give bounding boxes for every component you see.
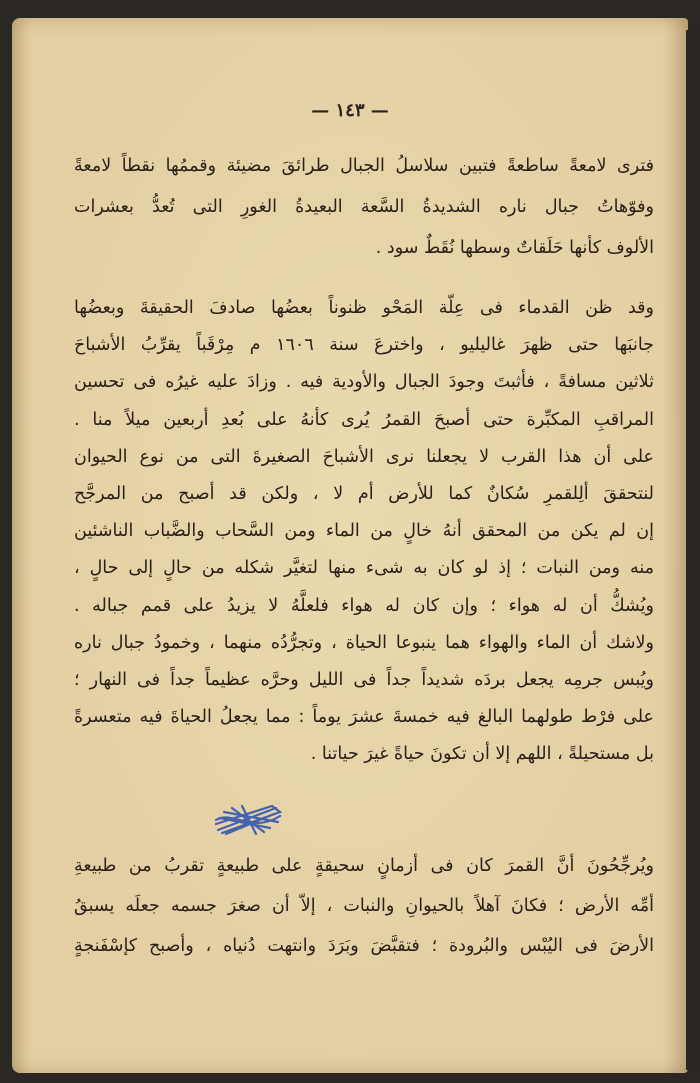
- text-line: ويُبس جرمِه يجعل بردَه شديداً جداً فى الليل وحرَّه عظيماً جداً فى النهار ؛: [74, 670, 654, 691]
- text-line: أمِّه الأرض ؛ فكانَ آهلاً بالحيوانِ والنبات ، إلاّ أن صغرَ جسمه جعلَه يسبقُ: [74, 896, 654, 916]
- text-line: فترى لامعةً ساطعةً فتبين سلاسلُ الجبال طرائقَ مضيئة وقممُها نقطاً لامعةً: [74, 156, 654, 176]
- text-line: جانبَها حتى ظهرَ غاليليو ، واخترعَ سنة ١٦٠٦ م مِرْقَباً يقرِّبُ الأشباحَ: [74, 335, 654, 356]
- text-line: لنتحققَ ألِلقمرِ سُكانٌ كما للأرض أم لا ، ولكن قد أصبح من المرجَّح: [74, 484, 654, 505]
- paragraph-3: [74, 846, 654, 966]
- text-line: الألوف كأنها حَلَقاتٌ وسطها نُقَطٌ سود .: [375, 238, 654, 258]
- text-line: ثلاثين مسافةً ، فأثبتَ وجودَ الجبال والأودية فيه . وزادَ عليه غيرُه فى تحسين: [74, 372, 654, 393]
- text-line: وفوّهاتُ جبال ناره الشديدةُ السَّعة البعيدةُ الغورِ التى تُعدُّ بعشرات: [74, 197, 654, 217]
- book-gutter-edge: [686, 30, 700, 1070]
- paragraph-2: [74, 290, 654, 774]
- text-line: ولاشك أن الماء والهواء هما ينبوعا الحياة ، وتجرُّدُه منهما ، وخمودُ جبال ناره: [74, 632, 654, 653]
- paper-sheet: [12, 18, 688, 1073]
- page-number: — ١٤٣ —: [311, 100, 389, 121]
- text-line: وقد ظن القدماء فى عِلّة المَحْو ظنوناً بعضُها صادفَ الحقيقةَ وبعضُها: [74, 298, 654, 318]
- text-line: إن لم يكن من المحقق أنهُ خالٍ من الماء ومن السَّحاب والضَّباب الناشئين: [74, 521, 654, 542]
- text-line: ويُرجِّحُونَ أنَّ القمرَ كان فى أزمانٍ سحيقةٍ على طبيعةٍ تقربُ من طبيعةِ: [74, 856, 654, 876]
- text-line: المراقبِ المكبِّرة حتى أصبحَ القمرُ يُرى كأنهُ على بُعدِ أربعين ميلاً منا .: [74, 409, 654, 430]
- ink-scribble-icon: [212, 800, 284, 838]
- text-line: منه ومن النبات ؛ إذ لو كان به شىء منها لتغيَّر شكله من حالٍ إلى حالٍ ،: [74, 558, 654, 579]
- text-line: بل مستحيلةً ، اللهم إلا أن تكونَ حياةً غيرَ حياتنا .: [310, 744, 654, 765]
- text-line: الأرضَ فى اليُبْس والبُرودة ؛ فتقبَّضَ وبَرَدَ وانتهت دُنياه ، وأصبح كإسْفَنجةٍ: [74, 936, 654, 956]
- text-line: ويُشكُّ أن له هواء ؛ وإن كان له هواء فلعلَّهُ لا يزيدُ على قمم جباله .: [74, 595, 654, 616]
- text-line: على أن هذا القرب لا يجعلنا نرى الأشباحَ الصغيرةَ التى من نوع الحيوان: [74, 446, 654, 467]
- paragraph-1: [74, 146, 654, 269]
- text-line: على فرْط طولهما البالغ فيه خمسةَ عشرَ يوماً : مما يجعلُ الحياةَ فيه متعسرةً: [74, 707, 654, 728]
